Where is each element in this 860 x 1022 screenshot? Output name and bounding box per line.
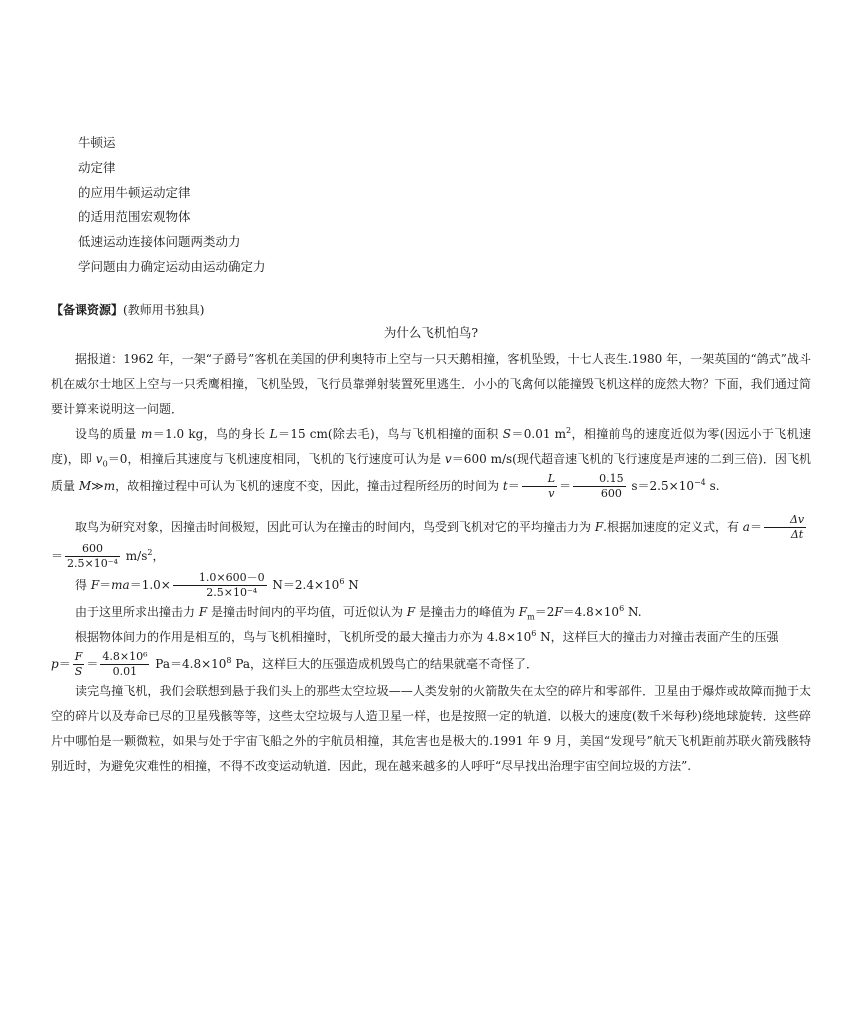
outline-line: 动定律 (78, 159, 116, 175)
outline-line: 的适用范围宏观物体 (78, 209, 191, 225)
outline-line: 低速运动连接体问题两类动力 (78, 234, 241, 250)
equation-pressure: p＝ $\frac{F}{S}$ ＝ $\frac{\text{4.8×10⁶}}{0.01}$ $Pa=4.8\times 10^8$ Pa，这样巨大的压强造成机毁鸟亡的结果就毫不奇怪了． (51, 650, 539, 678)
article-title: 为什么飞机怕鸟? (383, 325, 479, 340)
equation-force: 得 F＝ma＝1.0× $\frac{1.0\times 600-0}{\text{2.5×10⁻⁴}}$ $N=2.4\times 10^6$ N (75, 571, 359, 599)
paragraph-peak-force: 由于这里所求出撞击力 F 是撞击时间内的平均值，可近似认为 F 是撞击力的峰值为 $F_m=2F=4.8\times 10^6$ N. (75, 604, 642, 622)
outline-line: 牛顿运 (78, 135, 116, 150)
resource-label: 【备课资源】 (51, 303, 124, 317)
fraction-acceleration: $\frac{600}{\text{2.5×10⁻⁴}}$ (67, 542, 118, 570)
outline-line: 的应用牛顿运动定律 (78, 184, 191, 200)
paragraph-assumptions: 设鸟的质量 m＝1.0 kg，鸟的身长 L＝15 cm(除去毛)，鸟与飞机相撞的面积 S＝0.01 $m^2$，相撞前鸟的速度近似为零(因远小于飞机速度)，即 $v_0=0$，相撞后其速度与飞机速度相同，飞机的飞行速度可认为是 v＝600 m/s(现代超音速飞机的飞行速度是声速的二到三倍)．因飞机质量 M≫m，故相撞过程中可认为飞机的速度不变，因此，撞击过程所经历的时间为 t＝ $\frac{L}{v}$ ＝ $\frac{0.15}{600}$ $s=2.5\times 10^{-4}$ s. (51, 426, 812, 500)
paragraph-intro: 据报道：1962 年，一架“子爵号”客机在美国的伊利奥特市上空与一只天鹅相撞，客机坠毁，十七人丧生.1980 年，一架英国的“鸽式”战斗机在威尔士地区上空与一只秃鹰相撞，飞机坠毁，飞行员靠弹射装置死里逃生．小小的飞禽何以能撞毁飞机这样的庞然大物？下面，我们通过简要计算来说明这一问题． (51, 352, 811, 416)
fraction-force: $\frac{1.0\times 600-0}{\text{2.5×10⁻⁴}}$ (173, 571, 267, 600)
knowledge-outline (78, 131, 266, 280)
fraction-time: $\frac{0.15}{600}$ (573, 472, 626, 501)
resource-section (51, 300, 811, 779)
fraction-f-over-s: $\frac{F}{S}$ (74, 650, 83, 678)
fraction-dv-dt: $\frac{\Delta v}{\Delta t}$ (764, 513, 806, 542)
paragraph-reaction: 根据物体间力的作用是相互的，鸟与飞机相撞时，飞机所受的最大撞击力亦为 $4.8\times 10^6$ N，这样巨大的撞击力对撞击表面产生的压强 (75, 629, 779, 644)
fraction-l-over-v: $\frac{L}{v}$ (522, 472, 557, 501)
fraction-pressure: $\frac{\text{4.8×10⁶}}{0.01}$ (102, 650, 148, 678)
paragraph-acceleration: 取鸟为研究对象，因撞击时间极短，因此可认为在撞击的时间内，鸟受到飞机对它的平均撞击力为 F.根据加速度的定义式，有 a＝ $\frac{\Delta v}{\Delta t}$ (75, 513, 805, 541)
resource-header (51, 300, 811, 320)
resource-note: (教师用书独具) (123, 303, 205, 317)
paragraph-space-debris: 读完鸟撞飞机，我们会联想到悬于我们头上的那些太空垃圾——人类发射的火箭散失在太空的碎片和零部件．卫星由于爆炸或故障而抛于太空的碎片以及寿命已尽的卫星残骸等等，这些太空垃圾与人造卫星一样，也是按照一定的轨道．以极大的速度(数千米每秒)绕地球旋转．这些碎片中哪怕是一颗微粒，如果与处于宇宙飞船之外的宇航员相撞，其危害也是极大的.1991 年 9 月，美国“发现号”航天飞机距前苏联火箭残骸特别近时，为避免灾难性的相撞，不得不改变运动轨道．因此，现在越来越多的人呼吁“尽早找出治理宇宙空间垃圾的方法”. (51, 684, 811, 773)
outline-line: 学问题由力确定运动由运动确定力 (78, 258, 266, 274)
equation-acceleration-value: ＝ $\frac{600}{\text{2.5×10⁻⁴}}$ $m/s^2$， (51, 542, 165, 570)
